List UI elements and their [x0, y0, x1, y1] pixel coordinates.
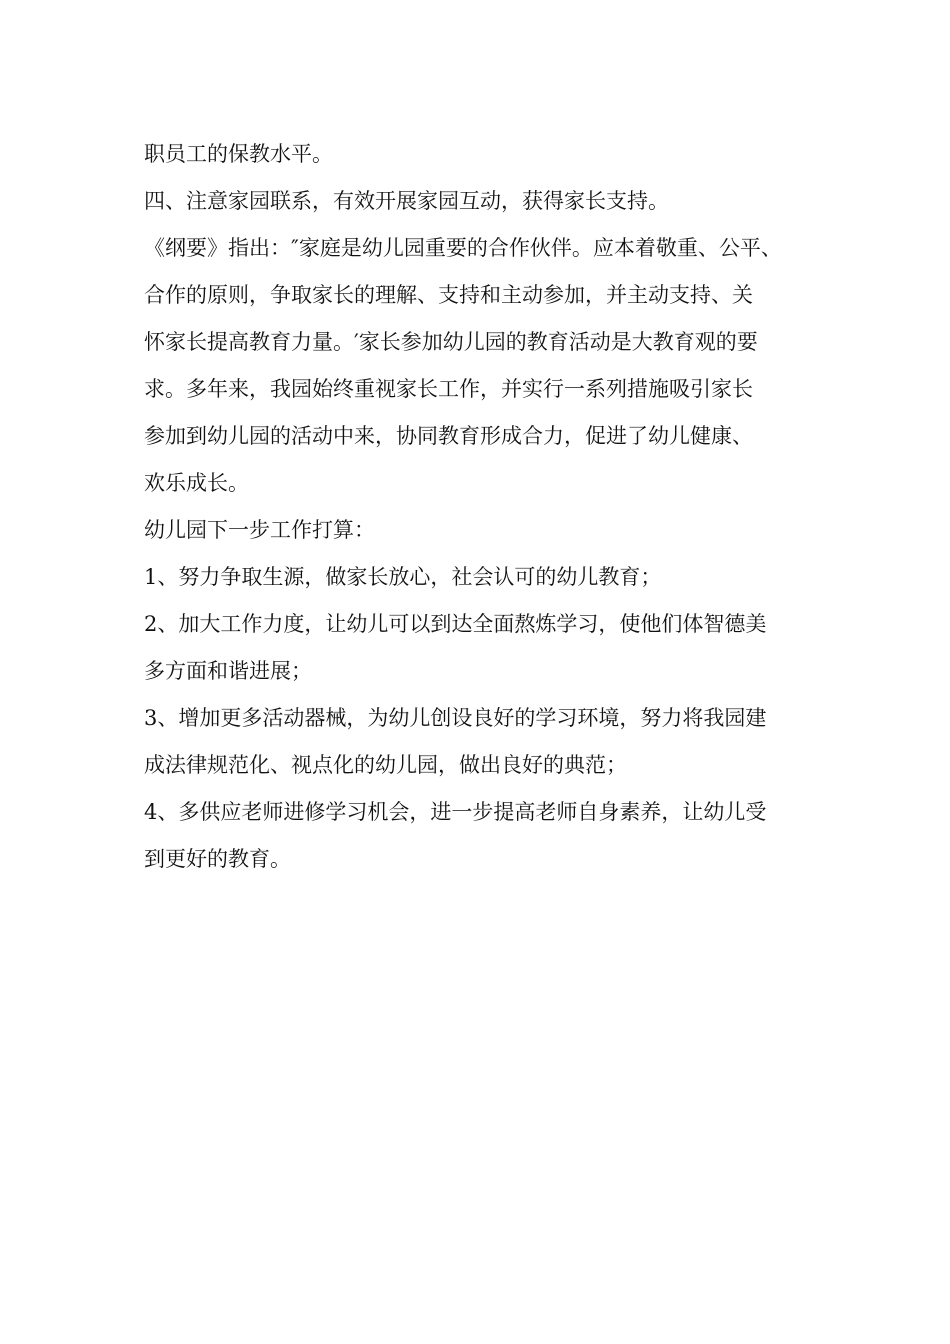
text-line: 《纲要》指出：″家庭是幼儿园重要的合作伙伴。应本着敬重、公平、 [144, 236, 782, 260]
text-line: 职员工的保教水平。 [144, 142, 333, 166]
text-line: 怀家长提高教育力量。′家长参加幼儿园的教育活动是大教育观的要 [144, 330, 758, 354]
text-line: 合作的原则，争取家长的理解、支持和主动参加，并主动支持、关 [144, 283, 753, 307]
plan-item-2-cont: 多方面和谐进展； [144, 659, 312, 683]
plan-item-3: 3、增加更多活动器械，为幼儿创设良好的学习环境，努力将我园建 [144, 706, 767, 730]
plan-item-4-cont: 到更好的教育。 [144, 847, 291, 871]
text-line: 参加到幼儿园的活动中来，协同教育形成合力，促进了幼儿健康、 [144, 424, 753, 448]
text-line: 求。多年来，我园始终重视家长工作，并实行一系列措施吸引家长 [144, 377, 753, 401]
plan-item-3-cont: 成法律规范化、视点化的幼儿园，做出良好的典范； [144, 753, 627, 777]
plan-item-4: 4、多供应老师进修学习机会，进一步提高老师自身素养，让幼儿受 [144, 800, 767, 824]
plan-item-1: 1、努力争取生源，做家长放心，社会认可的幼儿教育； [144, 565, 662, 589]
document-body [144, 131, 824, 883]
plan-item-2: 2、加大工作力度，让幼儿可以到达全面熬炼学习，使他们体智德美 [144, 612, 767, 636]
section-heading: 四、注意家园联系，有效开展家园互动，获得家长支持。 [144, 189, 669, 213]
plan-heading: 幼儿园下一步工作打算： [144, 518, 375, 542]
text-line: 欢乐成长。 [144, 471, 249, 495]
